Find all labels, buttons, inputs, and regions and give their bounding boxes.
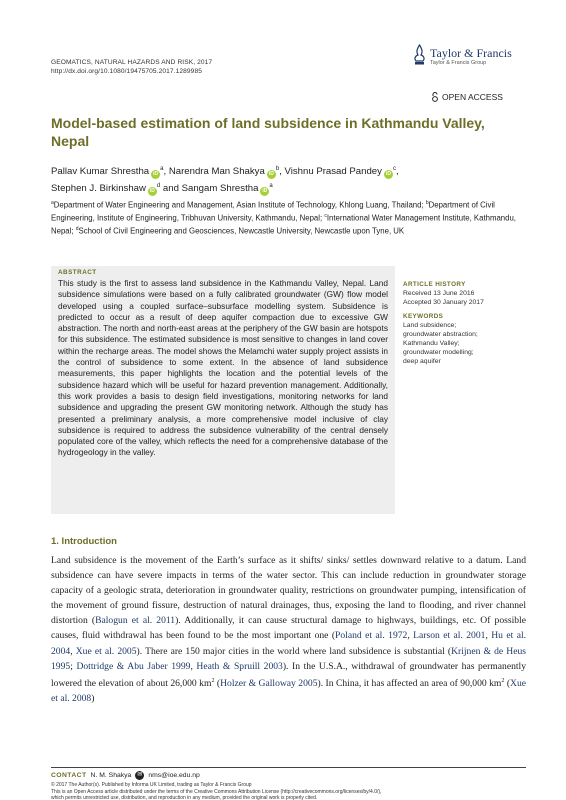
license-line: This is an Open Access article distributed under the terms of the Creative Commons Attribution License (http://creativecommons.org/licenses/by/4.0/), <box>51 788 382 795</box>
citation-link[interactable]: Krijnen & de Heus 1995 <box>51 645 526 672</box>
affiliation-c: International Water Management Institute, Kathmandu, Nepal; <box>51 213 516 236</box>
doi-link[interactable]: http://dx.doi.org/10.1080/19475705.2017.1289985 <box>51 68 202 75</box>
article-sidebar <box>403 280 533 366</box>
open-access-label: OPEN ACCESS <box>442 92 503 102</box>
publisher-logo <box>412 44 522 70</box>
affiliation-d: School of Civil Engineering and Geosciences, Newcastle University, Newcastle upon Tyne, UK <box>78 226 405 236</box>
accepted-date: Accepted 30 January 2017 <box>403 299 484 306</box>
orcid-icon[interactable]: iD <box>268 171 274 178</box>
affiliation-a: Department of Water Engineering and Management, Asian Institute of Technology, Khlong Luang, Thailand; <box>53 200 424 210</box>
orcid-icon[interactable]: iD <box>149 188 155 195</box>
received-date: Received 13 June 2016 <box>403 290 475 297</box>
keywords-heading: KEYWORDS <box>403 313 444 320</box>
contact-name: N. M. Shakya <box>90 772 132 779</box>
open-lock-icon <box>431 92 439 102</box>
email-icon: ✉ <box>137 772 143 778</box>
article-title: Model-based estimation of land subsidence in Kathmandu Valley, Nepal <box>51 115 485 149</box>
orcid-icon[interactable]: iD <box>385 171 391 178</box>
author-name[interactable]: Sangam Shrestha <box>181 183 259 195</box>
author-list <box>51 162 531 196</box>
copyright-notice <box>51 782 541 800</box>
license-line: which permits unrestricted use, distribution, and reproduction in any medium, provided the original work is properly cited. <box>51 795 318 800</box>
introduction-paragraph: Land subsidence is the movement of the Earth’s surface as it shifts/ sinks/ settles downward relative to a datum. Land subsidence can have severe impacts in terms of the water sector. This can include reduction in groundwater storage capacity of a geologic strata, deterioration in groundwater quality, restrictions on groundwater pumping, intensification of the movement of ground fissure, destruction of natural drainages, thus, exposing the land to flooding, and river channel distortion (Balogun et al. 2011). Additionally, it can cause structural damage to highways, buildings, etc. Of possible causes, fluid withdrawal has been found to be the most important one (Poland et al. 1972, Larson et al. 2001, Hu et al. 2004, Xue et al. 2005). There are 150 major cities in the world where land subsidence is substantial (Krijnen & de Heus 1995; Dottridge & Abu Jaber 1999, Heath & Spruill 2003). In the U.S.A., withdrawal of groundwater has permanently lowered the elevation of about 26,000 $km^2$ (Holzer & Galloway 2005). In China, it has affected an area of 90,000 $km^2$ (Xue et al. 2008) <box>51 555 527 705</box>
keyword-item: Land subsidence; <box>403 322 457 329</box>
affiliation-b: Department of Civil Engineering, Institute of Engineering, Tribhuvan University, Kathmandu, Nepal; <box>51 200 495 223</box>
keyword-item: groundwater abstraction; <box>403 331 478 338</box>
citation-link[interactable]: Xue et al. 2008 <box>51 677 527 705</box>
abstract-text: This study is the first to assess land subsidence in the Kathmandu Valley, Nepal. Land subsidence simulations were based on a fully calibrated groundwater (GW) flow model developed using a coupled surface–subsurface modelling system. Subsidence is predicted to occur as a result of deep aquifer compaction due to excessive GW abstraction. The north and north-east areas at the periphery of the GW basin are hotspots for this subsidence. The estimated subsidence is most sensitive to changes in land cover within the recharge areas. The model shows the Melamchi water supply project assists in the control of subsidence to some extent. In the absence of land subsidence measurements, this paper highlights the location and the potential levels of the subsidence hazard which will be useful for hazard prevention management. Additionally, this work provides a basis to design field investigations, monitoring networks for land subsidence and upgrading the present GW monitoring network. Although the study has presented a preliminary analysis, a more comprehensive model inclusive of clay subsidence is required to address the subsidence vulnerability of the central densely populated core of the valley, which reflects the need for a comprehensive database of the hydrogeology in the valley. <box>58 278 388 458</box>
authors-line-1: Pallav Kumar Shrestha $iD^a$, Narendra Man Shakya $iD^b$, Vishnu Prasad Pandey $iD^c$, <box>51 166 399 178</box>
abstract-heading: ABSTRACT <box>58 269 97 276</box>
journal-header <box>51 58 212 76</box>
orcid-icon[interactable]: iD <box>153 171 159 178</box>
citation-link[interactable]: Dottridge & Abu Jaber 1999 <box>76 660 191 672</box>
citation-link[interactable]: Xue et al. 2005 <box>75 645 137 657</box>
footer-divider <box>51 767 526 768</box>
citation-link[interactable]: Holzer & Galloway 2005 <box>220 677 318 689</box>
author-name[interactable]: Narendra Man Shakya <box>168 166 265 178</box>
citation-link[interactable]: Hu et al. 2004 <box>51 630 527 657</box>
open-access-badge <box>431 92 503 102</box>
introduction-heading: 1. Introduction <box>51 536 117 547</box>
keyword-item: Kathmandu Valley; <box>403 340 460 347</box>
contact-email[interactable]: nms@ioe.edu.np <box>148 772 200 779</box>
author-name[interactable]: Stephen J. Birkinshaw <box>51 183 146 195</box>
authors-line-2: Stephen J. Birkinshaw $iD^d$ and Sangam Shrestha $iD^a$ <box>51 183 273 195</box>
author-name[interactable]: Vishnu Prasad Pandey <box>284 166 382 178</box>
copyright-line: © 2017 The Author(s). Published by Informa UK Limited, trading as Taylor & Francis Group <box>51 782 252 788</box>
citation-link[interactable]: Larson et al. 2001 <box>413 630 486 642</box>
publisher-name: Taylor & Francis <box>430 46 512 60</box>
publisher-group: Taylor & Francis Group <box>430 60 487 66</box>
citation-link[interactable]: Balogun et al. 2011 <box>95 615 176 627</box>
contact-label: CONTACT <box>51 772 87 779</box>
orcid-icon[interactable]: iD <box>262 188 268 195</box>
keyword-item: groundwater modelling; <box>403 349 474 356</box>
taylor-francis-logo-icon <box>412 44 427 66</box>
author-name[interactable]: Pallav Kumar Shrestha <box>51 166 150 178</box>
keyword-item: deep aquifer <box>403 358 441 365</box>
contact-line <box>51 771 200 780</box>
affiliations: $^a$Department of Water Engineering and Management, Asian Institute of Technology, Khlong Luang, Thailand; $^b$Department of Civil Engineering, Institute of Engineering, Tribhuvan University, Kathmandu, Nepal; $^c$International Water Management Institute, Kathmandu, Nepal; $^d$School of Civil Engineering and Geosciences, Newcastle University, Newcastle upon Tyne, UK <box>51 200 516 236</box>
journal-name: GEOMATICS, NATURAL HAZARDS AND RISK, 2017 <box>51 59 213 66</box>
citation-link[interactable]: Poland et al. 1972 <box>335 630 408 642</box>
citation-link[interactable]: Heath & Spruill 2003 <box>196 660 283 672</box>
article-history-heading: ARTICLE HISTORY <box>403 281 466 288</box>
